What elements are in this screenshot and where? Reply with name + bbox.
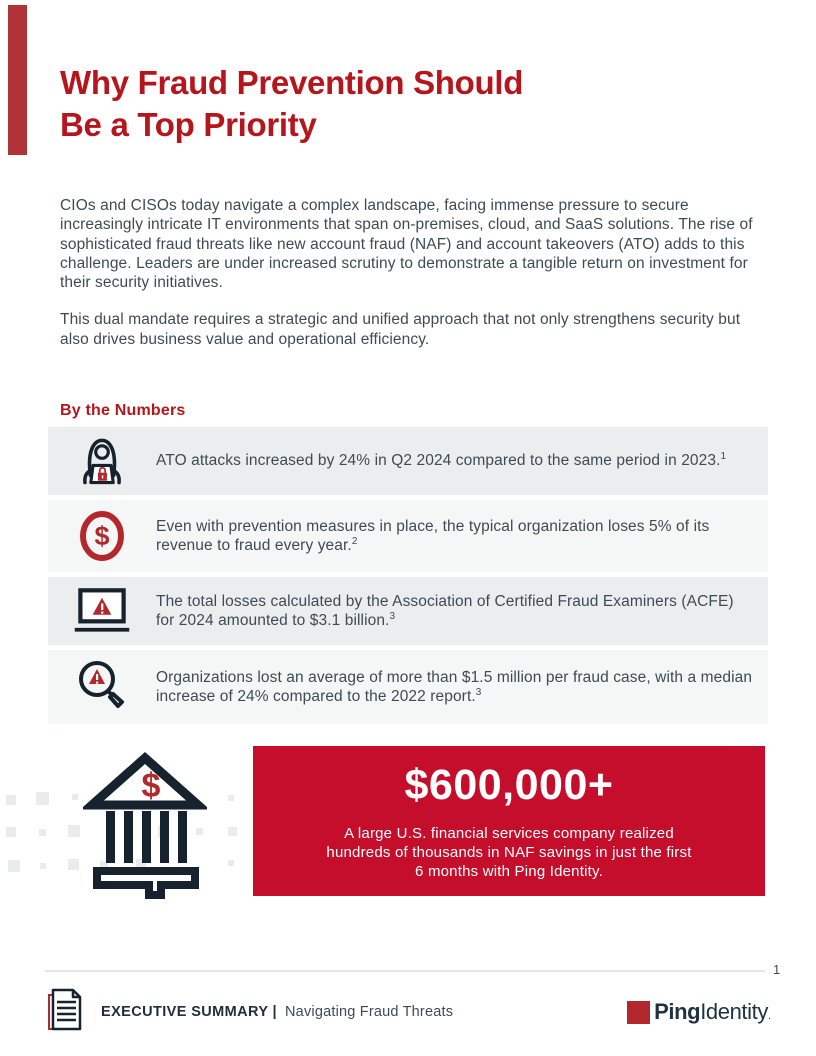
stat-text: The total losses calculated by the Association of Certified Fraud Examiners (ACFE) for 2024 amounted to $3.1 billion.$^3$ — [156, 592, 734, 629]
document-icon — [45, 987, 85, 1038]
svg-text:$: $ — [94, 521, 110, 551]
accent-bar — [8, 5, 27, 155]
deco-square — [6, 795, 16, 805]
intro-section — [60, 196, 760, 367]
ping-identity-logo — [627, 999, 771, 1025]
footnote-ref: 3 — [475, 686, 482, 698]
stat-text: Organizations lost an average of more than $1.5 million per fraud case, with a median increase of 24% compared to the 2022 report.$^3$ — [156, 668, 753, 705]
stat-text: ATO attacks increased by 24% in Q2 2024 compared to the same period in 2023.$^1$ — [156, 451, 727, 470]
deco-square — [6, 827, 16, 837]
footer-label: Navigating Fraud Threats — [285, 1004, 454, 1020]
stat-row-per-case-loss — [48, 650, 768, 724]
stat-row-acfe-losses — [48, 577, 768, 645]
callout-box — [253, 746, 765, 896]
callout-caption: A large U.S. financial services company realized hundreds of thousands in NAF savings in just the first 6 months with Ping Identity. — [326, 825, 692, 880]
deco-square — [39, 829, 46, 836]
magnifier-warning-icon — [48, 658, 156, 716]
footer-label-bold: EXECUTIVE SUMMARY | — [101, 1004, 278, 1020]
deco-square — [36, 792, 49, 805]
stat-row-ato-attacks — [48, 427, 768, 495]
footer-divider — [45, 970, 765, 972]
hacker-laptop-lock-icon — [48, 435, 156, 487]
deco-square — [40, 863, 46, 869]
ping-logo-square-icon — [627, 1001, 650, 1024]
callout-amount: $600,000+ — [404, 761, 614, 809]
stats-list — [48, 427, 768, 729]
page-number: 1 — [773, 962, 781, 977]
callout-section — [0, 742, 816, 907]
deco-square — [228, 795, 234, 801]
ping-logo-registered-mark: . — [767, 1010, 771, 1022]
deco-square — [68, 825, 80, 837]
ping-logo-word1: Ping — [654, 999, 701, 1024]
page-title-line1: Why Fraud Prevention Should — [60, 64, 524, 101]
stats-heading: By the Numbers — [60, 402, 186, 419]
footnote-ref: 2 — [351, 535, 358, 547]
svg-text:$: $ — [141, 767, 161, 805]
laptop-warning-icon — [48, 585, 156, 637]
bank-icon — [83, 745, 207, 908]
deco-square — [72, 794, 78, 800]
page-title-line2: Be a Top Priority — [60, 106, 317, 143]
deco-square — [68, 859, 79, 870]
stat-text: Even with prevention measures in place, the typical organization loses 5% of its revenue to fraud every year.$^2$ — [156, 517, 710, 554]
ping-logo-word2: Identity — [700, 999, 768, 1024]
intro-paragraph-1: CIOs and CISOs today navigate a complex landscape, facing immense pressure to secure increasingly intricate IT environments that span on-premises, cloud, and SaaS solutions. The rise of sophisticated fraud threats like new account fraud (NAF) and account takeovers (ATO) adds to this challenge. Leaders are under increased scrutiny to demonstrate a tangible return on investment for their security initiatives. — [60, 197, 753, 292]
page-title — [60, 62, 523, 146]
dollar-circle-icon — [48, 508, 156, 564]
footnote-ref: 3 — [389, 610, 396, 622]
deco-square — [228, 827, 237, 836]
stat-row-revenue-loss — [48, 500, 768, 572]
footnote-ref: 1 — [720, 451, 727, 463]
deco-square — [228, 860, 234, 866]
deco-square — [8, 860, 20, 872]
footer — [45, 988, 771, 1036]
intro-paragraph-2: This dual mandate requires a strategic and unified approach that not only strengthens security but also drives business value and operational efficiency. — [60, 311, 741, 348]
